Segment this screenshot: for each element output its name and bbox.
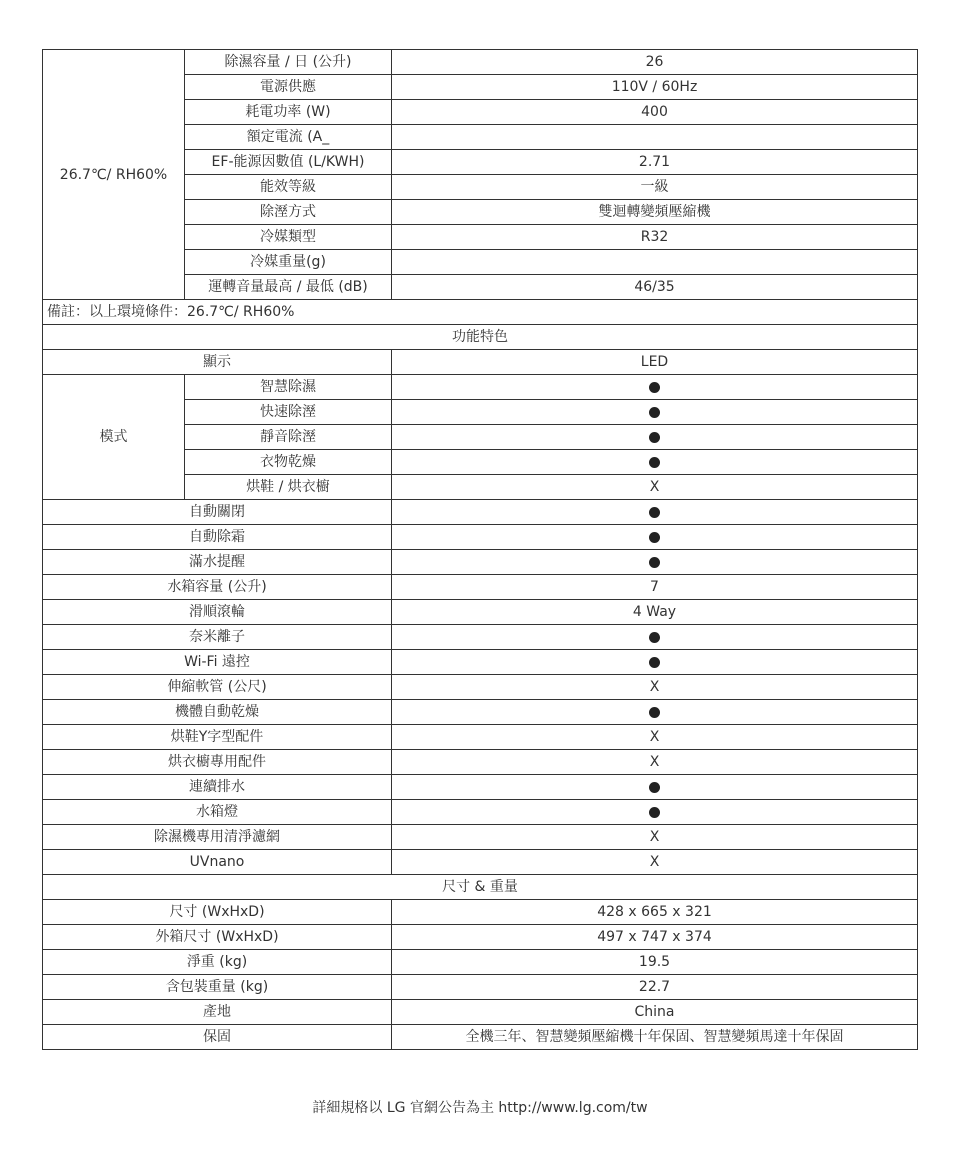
table-row <box>43 825 918 850</box>
table-row <box>43 575 918 600</box>
note-row <box>43 300 918 325</box>
filled-dot-icon <box>649 382 660 393</box>
spec-value <box>392 650 918 675</box>
filled-dot-icon <box>649 782 660 793</box>
spec-value <box>392 700 918 725</box>
spec-value <box>392 625 918 650</box>
spec-label: 尺寸 (WxHxD) <box>43 900 392 925</box>
spec-value <box>392 525 918 550</box>
spec-label: 保固 <box>43 1025 392 1050</box>
spec-value <box>392 450 918 475</box>
table-row <box>43 650 918 675</box>
spec-value: 全機三年、智慧變頻壓縮機十年保固、智慧變頻馬達十年保固 <box>392 1025 918 1050</box>
spec-value: 110V / 60Hz <box>392 75 918 100</box>
spec-value <box>392 800 918 825</box>
spec-value <box>392 500 918 525</box>
table-row <box>43 350 918 375</box>
filled-dot-icon <box>649 657 660 668</box>
spec-label: 淨重 (kg) <box>43 950 392 975</box>
table-row <box>43 500 918 525</box>
filled-dot-icon <box>649 507 660 518</box>
table-row <box>43 50 918 75</box>
section-header: 尺寸 & 重量 <box>43 875 918 900</box>
table-row <box>43 375 918 400</box>
spec-value: X <box>392 675 918 700</box>
filled-dot-icon <box>649 557 660 568</box>
spec-value: 400 <box>392 100 918 125</box>
spec-label: 智慧除濕 <box>185 375 392 400</box>
spec-label: 運轉音量最高 / 最低 (dB) <box>185 275 392 300</box>
spec-label: 額定電流 (A_ <box>185 125 392 150</box>
table-row <box>43 750 918 775</box>
table-row <box>43 725 918 750</box>
spec-label: 外箱尺寸 (WxHxD) <box>43 925 392 950</box>
spec-value: 一級 <box>392 175 918 200</box>
table-row <box>43 1025 918 1050</box>
table-row <box>43 900 918 925</box>
spec-label: 快速除溼 <box>185 400 392 425</box>
spec-label: 水箱容量 (公升) <box>43 575 392 600</box>
spec-label: 自動關閉 <box>43 500 392 525</box>
spec-label: 滑順滾輪 <box>43 600 392 625</box>
filled-dot-icon <box>649 707 660 718</box>
section-row <box>43 325 918 350</box>
spec-value: 497 x 747 x 374 <box>392 925 918 950</box>
spec-value: 19.5 <box>392 950 918 975</box>
spec-label: EF-能源因數值 (L/KWH) <box>185 150 392 175</box>
spec-label: 產地 <box>43 1000 392 1025</box>
table-row <box>43 525 918 550</box>
spec-value <box>392 250 918 275</box>
spec-value: X <box>392 825 918 850</box>
table-row <box>43 850 918 875</box>
spec-value: 22.7 <box>392 975 918 1000</box>
spec-value: China <box>392 1000 918 1025</box>
spec-label: 冷媒重量(g) <box>185 250 392 275</box>
spec-value <box>392 550 918 575</box>
table-row <box>43 925 918 950</box>
group-label: 26.7℃/ RH60% <box>43 50 185 300</box>
filled-dot-icon <box>649 807 660 818</box>
spec-label: 除溼方式 <box>185 200 392 225</box>
spec-label: 除濕機專用清淨濾網 <box>43 825 392 850</box>
filled-dot-icon <box>649 457 660 468</box>
footer-note: 詳細規格以 LG 官網公告為主 http://www.lg.com/tw <box>312 1100 648 1116</box>
spec-value: 26 <box>392 50 918 75</box>
group-label: 模式 <box>43 375 185 500</box>
filled-dot-icon <box>649 532 660 543</box>
spec-label: 耗電功率 (W) <box>185 100 392 125</box>
spec-value: X <box>392 850 918 875</box>
spec-value: X <box>392 475 918 500</box>
spec-value <box>392 400 918 425</box>
spec-value: 7 <box>392 575 918 600</box>
spec-label: Wi-Fi 遠控 <box>43 650 392 675</box>
spec-label: 冷媒類型 <box>185 225 392 250</box>
spec-label: 奈米離子 <box>43 625 392 650</box>
spec-label: 烘鞋Y字型配件 <box>43 725 392 750</box>
spec-label: 機體自動乾燥 <box>43 700 392 725</box>
spec-label: 自動除霜 <box>43 525 392 550</box>
spec-label: 衣物乾燥 <box>185 450 392 475</box>
spec-value <box>392 375 918 400</box>
spec-value: 4 Way <box>392 600 918 625</box>
spec-label: UVnano <box>43 850 392 875</box>
spec-table <box>42 49 918 1050</box>
spec-value: 2.71 <box>392 150 918 175</box>
note-text: 備註：以上環境條件：26.7℃/ RH60% <box>43 300 918 325</box>
spec-value: LED <box>392 350 918 375</box>
spec-value: 46/35 <box>392 275 918 300</box>
spec-label: 烘鞋 / 烘衣櫥 <box>185 475 392 500</box>
spec-value: 雙迴轉變頻壓縮機 <box>392 200 918 225</box>
spec-label: 除濕容量 / 日 (公升) <box>185 50 392 75</box>
spec-value: 428 x 665 x 321 <box>392 900 918 925</box>
spec-value <box>392 125 918 150</box>
table-row <box>43 775 918 800</box>
spec-value <box>392 775 918 800</box>
spec-label: 電源供應 <box>185 75 392 100</box>
filled-dot-icon <box>649 632 660 643</box>
table-row <box>43 950 918 975</box>
spec-value <box>392 425 918 450</box>
table-row <box>43 675 918 700</box>
table-row <box>43 1000 918 1025</box>
filled-dot-icon <box>649 407 660 418</box>
spec-label: 顯示 <box>43 350 392 375</box>
spec-label: 含包裝重量 (kg) <box>43 975 392 1000</box>
table-row <box>43 600 918 625</box>
spec-value: X <box>392 725 918 750</box>
filled-dot-icon <box>649 432 660 443</box>
spec-label: 靜音除溼 <box>185 425 392 450</box>
spec-value: R32 <box>392 225 918 250</box>
spec-label: 烘衣櫥專用配件 <box>43 750 392 775</box>
spec-label: 滿水提醒 <box>43 550 392 575</box>
spec-label: 伸縮軟管 (公尺) <box>43 675 392 700</box>
table-row <box>43 625 918 650</box>
spec-label: 能效等級 <box>185 175 392 200</box>
section-header: 功能特色 <box>43 325 918 350</box>
section-row <box>43 875 918 900</box>
spec-label: 水箱燈 <box>43 800 392 825</box>
table-row <box>43 800 918 825</box>
table-row <box>43 550 918 575</box>
spec-label: 連續排水 <box>43 775 392 800</box>
table-row <box>43 975 918 1000</box>
spec-value: X <box>392 750 918 775</box>
table-row <box>43 700 918 725</box>
